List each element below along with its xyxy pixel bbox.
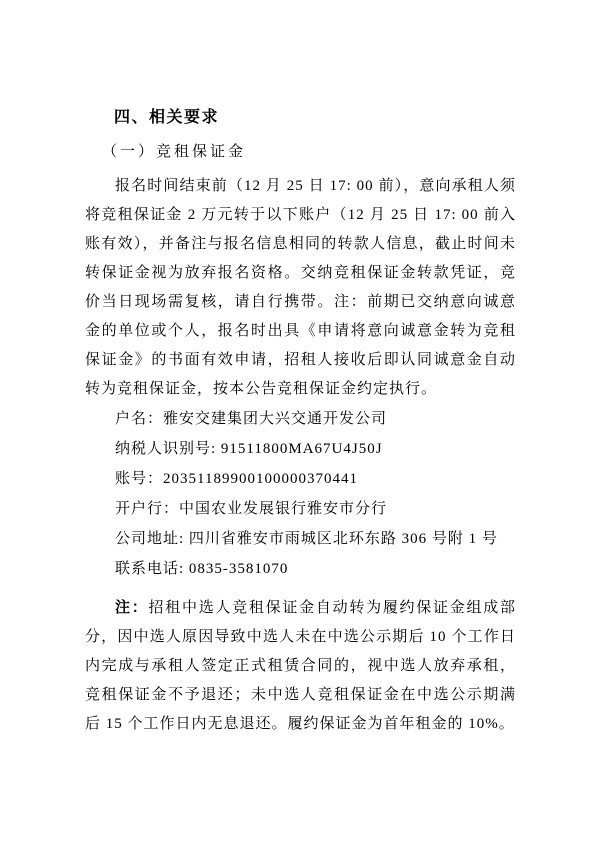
note-text: 招租中选人竞租保证金自动转为履约保证金组成部分，因中选人原因导致中选人未在中选公示期后 10 个工作日内完成与承租人签定正式租赁合同的，视中选人放弃承租，竞租保证金不予退还；未中选人竞租保证金在中选公示期满后 15 个工作日内无息退还。履约保证金为首年租金的 10%。 [85, 600, 516, 732]
note-paragraph [85, 594, 516, 739]
account-line-bank-name: 开户行：中国农业发展银行雅安市分行 [115, 501, 388, 517]
section-heading: 四、相关要求 [114, 109, 220, 126]
paragraph-deposit-terms: 报名时间结束前（12 月 25 日 17: 00 前），意向承租人须将竞租保证金 2 万元转于以下账户（12 月 25 日 17: 00 前入账有效），并备注与报名信息相同的转款人信息，截止时间未转保证金视为放弃报名资格。交纳竞租保证金转款凭证，竞价当日现场需复核，请自行携带。注：前期已交纳意向诚意金的单位或个人，报名时出具《申请将意向诚意金转为竞租保证金》的书面有效申请，招租人接收后即认同诚意金自动转为竞租保证金，按本公告竞租保证金约定执行。 [85, 178, 516, 397]
note-label: 注： [115, 600, 149, 616]
account-line-holder-name: 户名：雅安交建集团大兴交通开发公司 [115, 411, 388, 427]
account-line-company-address: 公司地址: 四川省雅安市雨城区北环东路 306 号附 1 号 [115, 531, 498, 547]
account-line-taxpayer-id: 纳税人识别号: 91511800MA67U4J50J [115, 441, 383, 457]
subsection-heading: （一）竞租保证金 [102, 144, 247, 160]
account-line-contact-phone: 联系电话: 0835-3581070 [115, 561, 289, 577]
account-info-block [85, 404, 516, 584]
account-line-account-number: 账号：20351189900100000370441 [115, 471, 358, 487]
